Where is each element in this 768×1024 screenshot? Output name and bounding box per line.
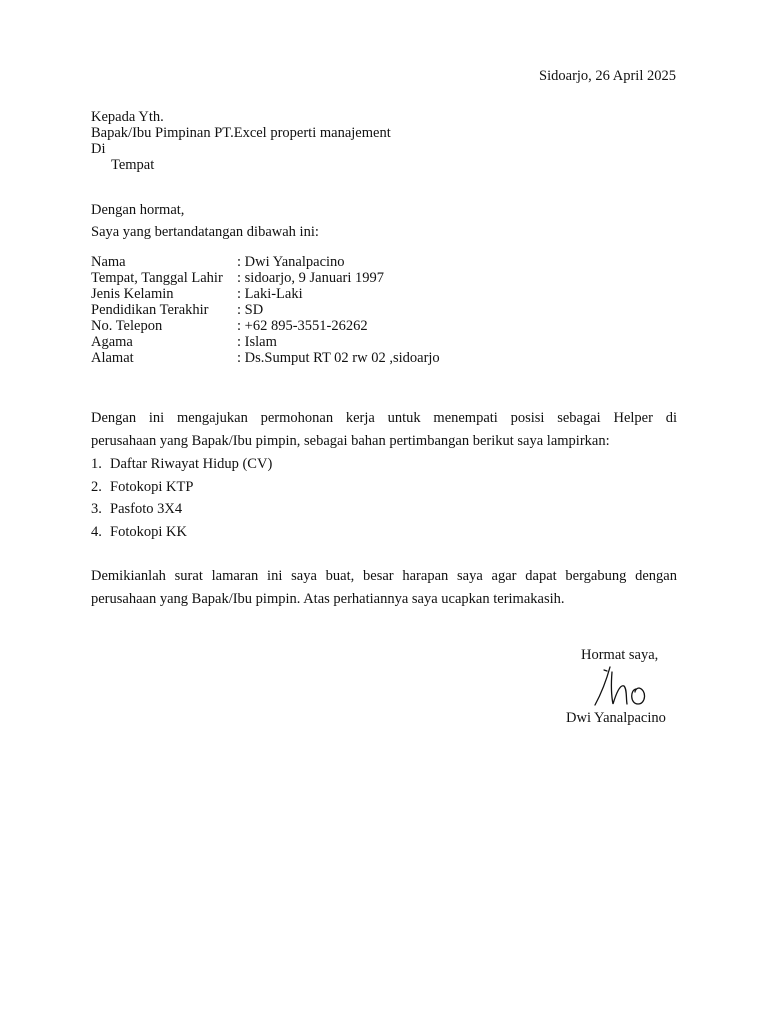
detail-label: Nama: [91, 254, 126, 270]
detail-row: [91, 350, 440, 366]
recipient-place: Tempat: [111, 157, 155, 173]
paragraph-line: perusahaan yang Bapak/Ibu pimpin, sebagai bahan pertimbangan berikut saya lampirkan:: [91, 433, 610, 449]
detail-row: [91, 270, 440, 286]
signer-name: Dwi Yanalpacino: [566, 710, 666, 726]
detail-label: Agama: [91, 334, 133, 350]
detail-row: [91, 318, 440, 334]
closing-paragraph: [91, 565, 677, 611]
regards-text: Hormat saya,: [581, 647, 659, 663]
detail-row: [91, 302, 440, 318]
detail-value: : +62 895-3551-26262: [237, 318, 368, 334]
detail-row: [91, 286, 440, 302]
list-item: [91, 521, 272, 544]
greeting: Dengan hormat,: [91, 202, 185, 218]
list-text: Pasfoto 3X4: [110, 501, 183, 518]
paragraph-line: Demikianlah surat lamaran ini saya buat, besar harapan saya agar dapat bergabung dengan: [91, 568, 677, 584]
list-number: 4.: [91, 524, 102, 541]
detail-value: : Dwi Yanalpacino: [237, 254, 345, 270]
detail-value: : Laki-Laki: [237, 286, 303, 302]
application-paragraph: [91, 407, 677, 453]
detail-value: : Islam: [237, 334, 277, 350]
list-number: 2.: [91, 478, 102, 495]
detail-row: [91, 254, 440, 270]
personal-details: [91, 254, 440, 366]
list-number: 3.: [91, 501, 102, 518]
list-item: [91, 453, 272, 476]
detail-label: Jenis Kelamin: [91, 286, 174, 302]
detail-label: Tempat, Tanggal Lahir: [91, 270, 223, 286]
attachment-list: [91, 453, 272, 544]
signature-image: [590, 664, 660, 708]
detail-label: Alamat: [91, 350, 134, 366]
detail-row: [91, 334, 440, 350]
detail-value: : Ds.Sumput RT 02 rw 02 ,sidoarjo: [237, 350, 440, 366]
recipient-name: Bapak/Ibu Pimpinan PT.Excel properti manajement: [91, 125, 391, 141]
recipient-salutation: Kepada Yth.: [91, 109, 164, 125]
intro-text: Saya yang bertandatangan dibawah ini:: [91, 224, 319, 240]
list-item: [91, 476, 272, 499]
detail-value: : SD: [237, 302, 264, 318]
detail-label: Pendidikan Terakhir: [91, 302, 209, 318]
paragraph-line: perusahaan yang Bapak/Ibu pimpin. Atas perhatiannya saya ucapkan terimakasih.: [91, 591, 565, 607]
recipient-block: [91, 109, 391, 173]
detail-label: No. Telepon: [91, 318, 163, 334]
recipient-at: Di: [91, 141, 106, 157]
list-text: Fotokopi KK: [110, 524, 187, 541]
detail-value: : sidoarjo, 9 Januari 1997: [237, 270, 384, 286]
paragraph-line: Dengan ini mengajukan permohonan kerja untuk menempati posisi sebagai Helper di: [91, 410, 677, 426]
greeting-block: [91, 199, 319, 243]
list-text: Daftar Riwayat Hidup (CV): [110, 456, 273, 472]
list-item: [91, 498, 272, 521]
letter-date: Sidoarjo, 26 April 2025: [539, 68, 676, 84]
list-text: Fotokopi KTP: [110, 478, 194, 495]
list-number: 1.: [91, 456, 102, 472]
